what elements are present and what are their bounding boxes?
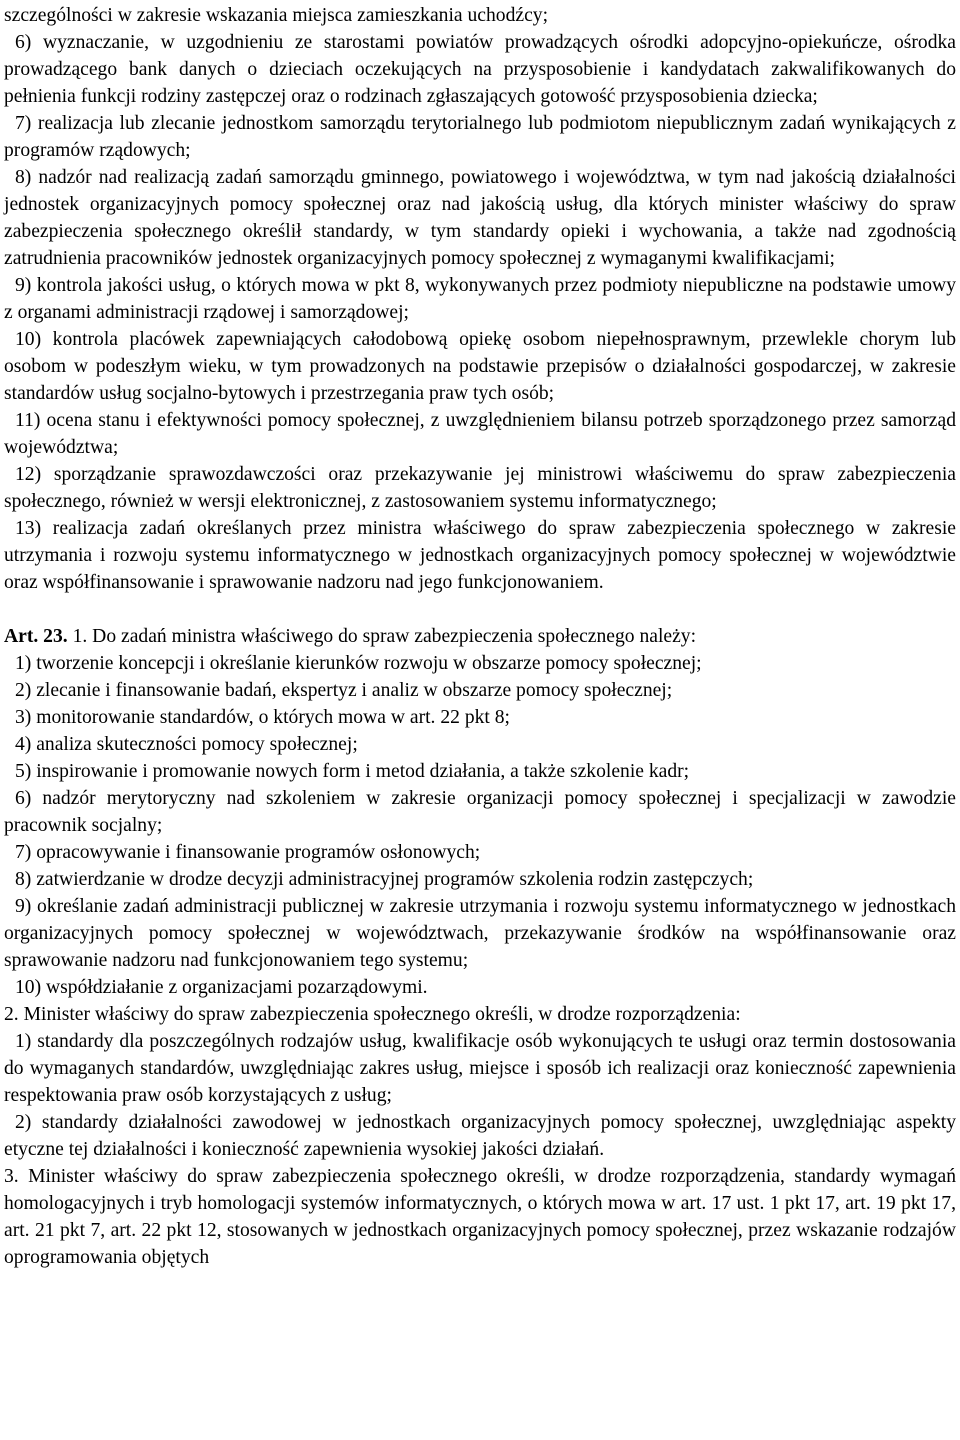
article-intro-text: 1. Do zadań ministra właściwego do spraw zabezpieczenia społecznego należy: (67, 626, 697, 647)
article-section-3: 3. Minister właściwy do spraw zabezpieczenia społecznego określi, w drodze rozporządzenia, standardy wymagań homologacyjnych i tryb homologacji systemów informatycznych, o których mowa w art. 17 ust. 1 pkt 17, art. 19 pkt 17, art. 21 pkt 7, art. 22 pkt 12, stosowanych w jednostkach organizacyjnych pomocy społecznej, przez wskazanie rodzajów oprogramowania objętych (4, 1166, 956, 1268)
list-item-8: 8) nadzór nad realizacją zadań samorządu gminnego, powiatowego i województwa, w tym nad jakością działalności jednostek organizacyjnych pomocy społecznej oraz nad jakością usług, dla których minister właściwy do spraw zabezpieczenia społecznego określił standardy, w tym standardy opieki i wychowania, a także nad zgodnością zatrudnienia pracowników jednostek organizacyjnych pomocy społecznej z wymaganymi kwalifikacjami; (4, 167, 956, 269)
article-item-4: 4) analiza skuteczności pomocy społecznej; (15, 734, 358, 755)
article-item-8: 8) zatwierdzanie w drodze decyzji administracyjnej programów szkolenia rodzin zastępczych; (15, 869, 754, 890)
section-2-item-2: 2) standardy działalności zawodowej w jednostkach organizacyjnych pomocy społecznej, uwzględniając aspekty etyczne tej działalności i konieczność zapewnienia wysokiej jakości działań. (4, 1112, 956, 1160)
list-item-7: 7) realizacja lub zlecanie jednostkom samorządu terytorialnego lub podmiotom niepublicznym zadań wynikających z programów rządowych; (4, 113, 956, 161)
article-item-2: 2) zlecanie i finansowanie badań, ekspertyz i analiz w obszarze pomocy społecznej; (15, 680, 673, 701)
article-item-5: 5) inspirowanie i promowanie nowych form i metod działania, a także szkolenie kadr; (15, 761, 690, 782)
section-gap (4, 596, 956, 623)
section-2-item-1: 1) standardy dla poszczególnych rodzajów usług, kwalifikacje osób wykonujących te usługi oraz termin dostosowania do wymaganych standardów, uwzględniając zakres usług, miejsce i sposób ich realizacji oraz konieczność zapewnienia respektowania praw osób korzystających z usług; (4, 1031, 956, 1106)
list-item-9: 9) kontrola jakości usług, o których mowa w pkt 8, wykonywanych przez podmioty niepubliczne na podstawie umowy z organami administracji rządowej i samorządowej; (4, 275, 956, 323)
article-item-6: 6) nadzór merytoryczny nad szkoleniem w zakresie organizacji pomocy społecznej i specjalizacji w zawodzie pracownik socjalny; (4, 788, 956, 836)
list-item-6: 6) wyznaczanie, w uzgodnieniu ze starostami powiatów prowadzących ośrodki adopcyjno-opiekuńcze, ośrodka prowadzącego bank danych o dzieciach oczekujących na przysposobienie i kandydatach zakwalifikowanych do pełnienia funkcji rodziny zastępczej oraz o rodzinach zgłaszających gotowość przysposobienia dziecka; (4, 32, 956, 107)
article-23-intro (4, 623, 956, 650)
list-item-12: 12) sporządzanie sprawozdawczości oraz przekazywanie jej ministrowi właściwemu do spraw zabezpieczenia społecznego, również w wersji elektronicznej, z zastosowaniem systemu informatycznego; (4, 464, 956, 512)
list-item-13: 13) realizacja zadań określanych przez ministra właściwego do spraw zabezpieczenia społecznego w zakresie utrzymania i rozwoju systemu informatycznego w jednostkach organizacyjnych pomocy społecznej w województwie oraz współfinansowanie i sprawowanie nadzoru nad jego funkcjonowaniem. (4, 518, 956, 593)
article-section-2: 2. Minister właściwy do spraw zabezpieczenia społecznego określi, w drodze rozporządzenia: (4, 1004, 741, 1025)
article-item-7: 7) opracowywanie i finansowanie programów osłonowych; (15, 842, 481, 863)
list-item-10: 10) kontrola placówek zapewniających całodobową opiekę osobom niepełnosprawnym, przewlekle chorym lub osobom w podeszłym wieku, w tym prowadzonych na podstawie przepisów o działalności gospodarczej, w zakresie standardów usług socjalno-bytowych i przestrzegania praw tych osób; (4, 329, 956, 404)
list-item-11: 11) ocena stanu i efektywności pomocy społecznej, z uwzględnieniem bilansu potrzeb sporządzonego przez samorząd województwa; (4, 410, 956, 458)
article-item-9: 9) określanie zadań administracji publicznej w zakresie utrzymania i rozwoju systemu informatycznego w jednostkach organizacyjnych pomocy społecznej w województwach, przekazywanie środków na współfinansowanie oraz sprawowanie nadzoru nad funkcjonowaniem tego systemu; (4, 896, 956, 971)
article-item-1: 1) tworzenie koncepcji i określanie kierunków rozwoju w obszarze pomocy społecznej; (15, 653, 702, 674)
paragraph-continuation: szczególności w zakresie wskazania miejsca zamieszkania uchodźcy; (4, 5, 549, 26)
article-heading: Art. 23. (4, 626, 68, 647)
article-item-3: 3) monitorowanie standardów, o których mowa w art. 22 pkt 8; (15, 707, 511, 728)
article-item-10: 10) współdziałanie z organizacjami pozarządowymi. (15, 977, 428, 998)
